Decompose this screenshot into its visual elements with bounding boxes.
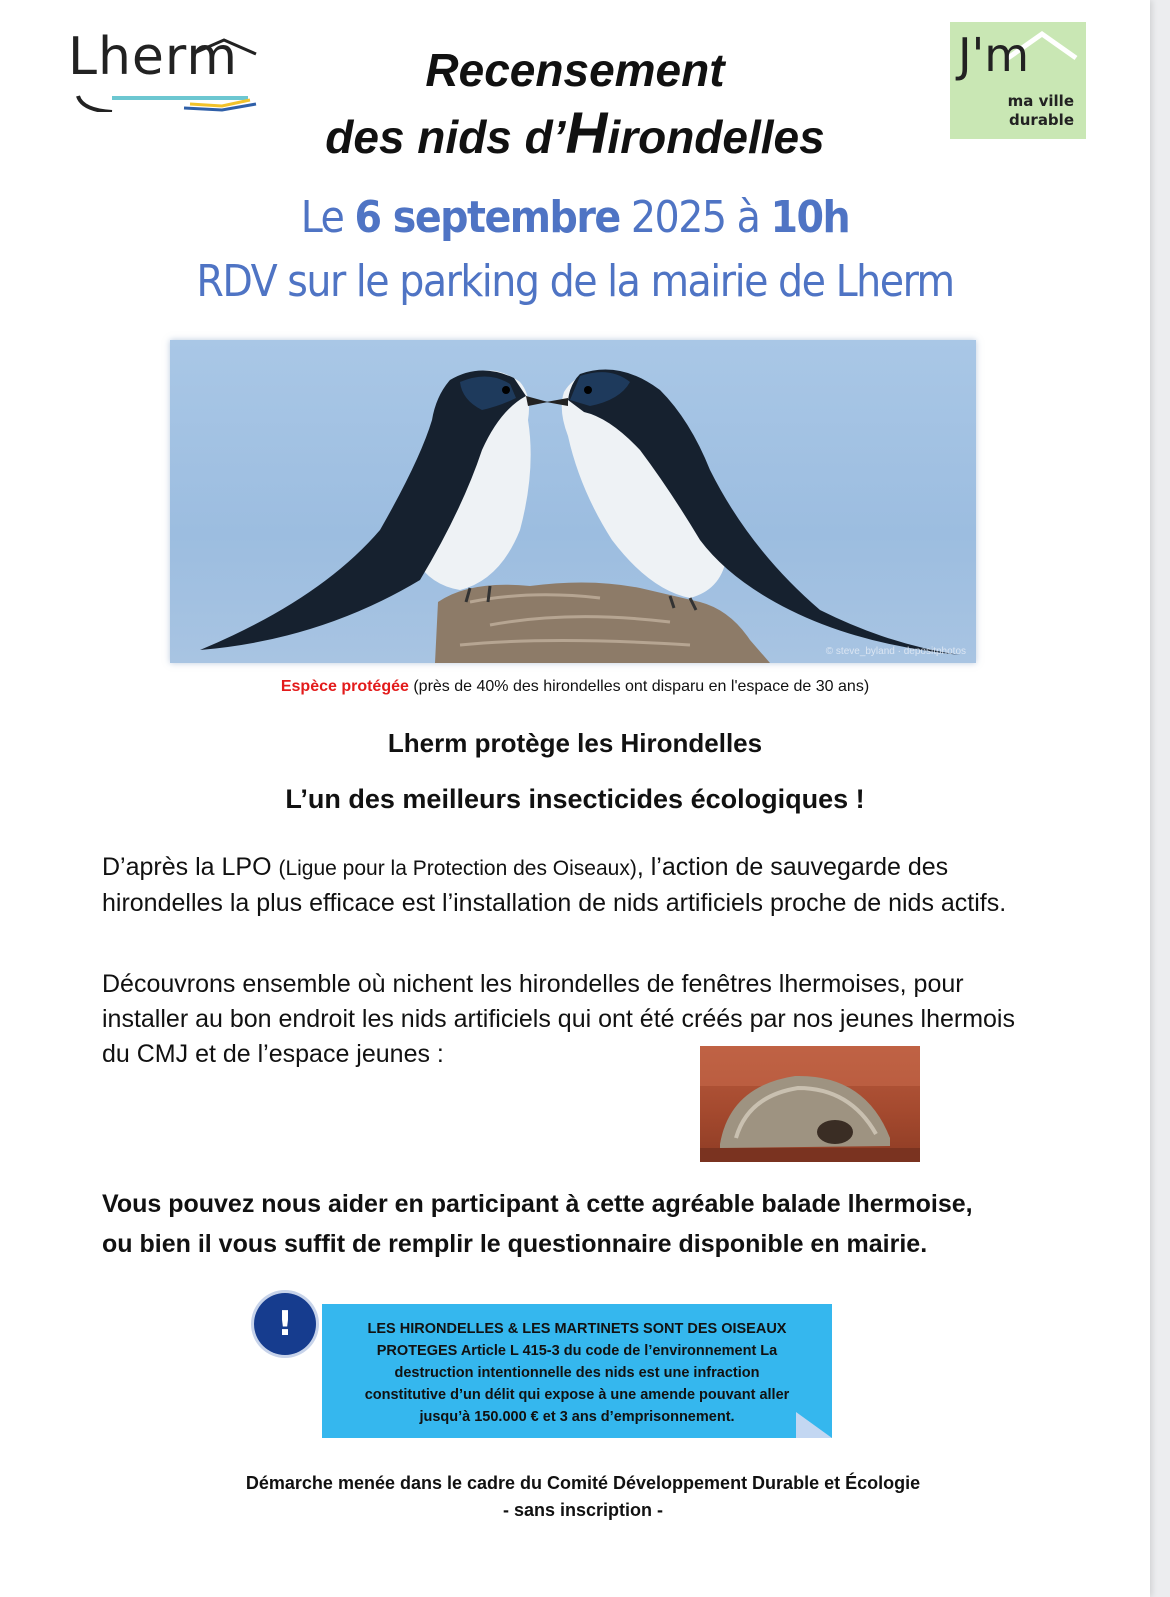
footer-committee: Démarche menée dans le cadre du Comité Développement Durable et Écologie <box>245 1473 921 1493</box>
jm-logo-text: J'm <box>958 28 1030 82</box>
page-title-line1: Recensement <box>425 44 725 96</box>
title-part-h: H <box>565 101 608 166</box>
event-date <box>0 190 1150 246</box>
call-to-action-line2: ou bien il vous suffit de remplir le questionnaire disponible en mairie. <box>102 1230 928 1258</box>
date-mid: 2025 à <box>619 192 771 243</box>
photo-caption <box>0 678 1150 696</box>
date-pre: Le <box>300 192 355 243</box>
nest-illustration <box>700 1046 920 1162</box>
page-title-line2 <box>180 101 970 166</box>
title-part-pre: des nids d’ <box>325 111 566 163</box>
jm-logo-sub1: ma ville <box>1007 92 1074 110</box>
swallows-photo <box>170 340 976 663</box>
heading-insecticides: L’un des meilleurs insecticides écologiques ! <box>285 784 865 814</box>
p1-part-b: , l’action de sauvegarde des hirondelles la plus efficace est l’installation de nids artificiels proche de nids actifs. <box>102 853 1007 917</box>
caption-detail: (près de 40% des hirondelles ont disparu en l'espace de 30 ans) <box>408 678 870 695</box>
photo-credit: © steve_byland · depositphotos <box>825 646 966 657</box>
event-time: 10h <box>770 192 850 243</box>
jm-logo-subtitle <box>1008 92 1074 130</box>
exclamation-icon: ! <box>254 1293 316 1355</box>
protected-species-label: Espèce protégée <box>280 678 409 695</box>
artificial-nest-photo <box>700 1046 920 1162</box>
jm-logo-sub2: durable <box>1009 111 1074 129</box>
date-day: 6 septembre <box>354 192 620 243</box>
paragraph-discover: Découvrons ensemble où nichent les hirondelles de fenêtres lhermoises, pour installer au bon endroit les nids artificiels qui ont été créés par nos jeunes lhermois du CMJ et de l’espace jeunes : <box>102 970 1015 1068</box>
jm-ville-durable-logo <box>950 22 1086 139</box>
legal-warning-box <box>322 1304 832 1438</box>
footer-no-registration: - sans inscription - <box>502 1500 664 1520</box>
call-to-action-line1: Vous pouvez nous aider en participant à cette agréable balade lhermoise, <box>102 1190 973 1218</box>
p1-part-a: D’après la LPO <box>102 853 279 881</box>
p1-lpo-full-name: (Ligue pour la Protection des Oiseaux) <box>278 857 637 880</box>
swallows-illustration <box>170 340 976 663</box>
heading-protects: Lherm protège les Hirondelles <box>387 728 763 758</box>
legal-warning-text: LES HIRONDELLES & LES MARTINETS SONT DES OISEAUX PROTEGES Article L 415-3 du code de l’environnement La destruction intentionnelle des nids est une infraction constitutive d’un délit qui expose à une amende pouvant aller jusqu’à 150.000 € et 3 ans d’emprisonnement. <box>364 1321 790 1425</box>
lherm-logo-text: Lherm <box>68 27 239 87</box>
page-fold-icon <box>796 1412 832 1438</box>
title-part-post: irondelles <box>607 111 825 163</box>
event-location: RDV sur le parking de la mairie de Lherm <box>196 256 954 307</box>
paragraph-lpo <box>102 850 1062 921</box>
